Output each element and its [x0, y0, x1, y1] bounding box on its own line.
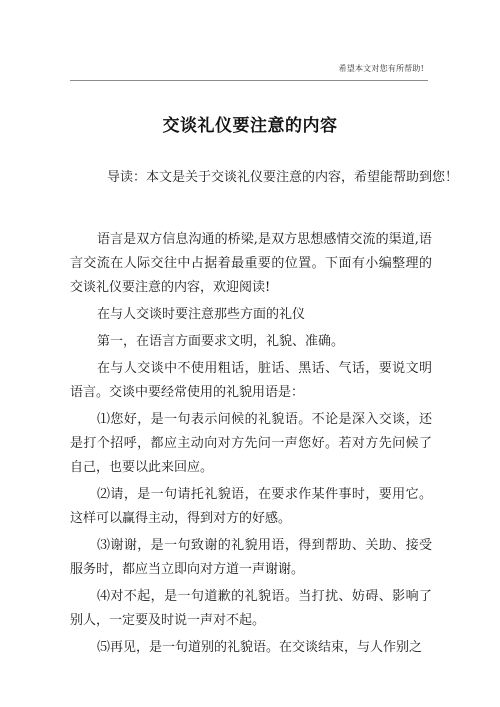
paragraph-8: ⑷对不起，是一句道歉的礼貌语。当打扰、妨碍、影响了别人，一定要及时说一声对不起。 — [70, 589, 432, 628]
paragraph-5: ⑴您好，是一句表示问候的礼貌语。不论是深入交谈，还是打个招呼，都应主动向对方先问一声您好。若对方先问候了自己，也要以此来回应。 — [70, 412, 432, 475]
document-title: 交谈礼仪要注意的内容 — [162, 116, 338, 136]
header-note: 希望本文对您有所帮助! — [338, 64, 424, 73]
paragraph-6: ⑵请，是一句请托礼貌语，在要求作某件事时，要用它。这样可以赢得主动，得到对方的好感。 — [70, 487, 432, 526]
document-body — [70, 228, 432, 663]
paragraph-1: 语言是双方信息沟通的桥梁,是双方思想感情交流的渠道,语言交流在人际交往中占据着最重要的位置。下面有小编整理的交谈礼仪要注意的内容，欢迎阅读! — [70, 232, 432, 295]
paragraph-7: ⑶谢谢，是一句致谢的礼貌用语，得到帮助、关助、接受服务时，都应当立即向对方道一声谢谢。 — [70, 538, 432, 577]
paragraph-9: ⑸再见，是一句道别的礼貌语。在交谈结束，与人作别之 — [97, 640, 423, 655]
paragraph-4: 在与人交谈中不使用粗话，脏话、黑话、气话，要说文明语言。交谈中要经常使用的礼貌用语是： — [70, 361, 432, 400]
document-intro: 导读：本文是关于交谈礼仪要注意的内容，希望能帮助到您！ — [107, 170, 459, 185]
header-divider — [70, 80, 428, 81]
paragraph-3: 第一，在语言方面要求文明，礼貌、准确。 — [97, 334, 345, 349]
paragraph-2: 在与人交谈时要注意那些方面的礼仪 — [97, 307, 306, 322]
